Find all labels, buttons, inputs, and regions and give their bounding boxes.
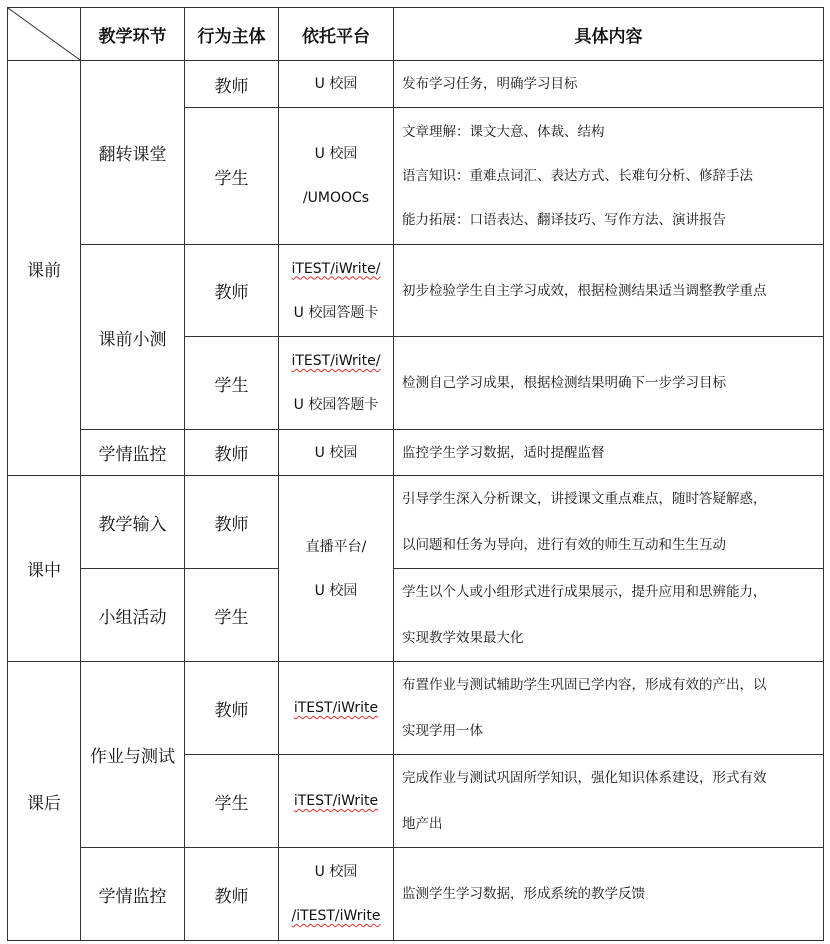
header-actor: 行为主体 <box>185 8 279 61</box>
header-link: 教学环节 <box>81 8 185 61</box>
platform-cell <box>279 245 394 337</box>
content-cell <box>394 569 824 662</box>
stage-during: 课中 <box>8 476 81 662</box>
content-text: 布置作业与测试辅助学生巩固已学内容，形成有效的产出，以 <box>402 677 767 693</box>
content-text: 完成作业与测试巩固所学知识，强化知识体系建设，形式有效 <box>402 770 767 786</box>
platform-cell <box>279 337 394 430</box>
platform-text: U 校园答题卡 <box>293 397 379 413</box>
platform-text: U 校园 <box>314 582 358 599</box>
content-cell <box>394 755 824 848</box>
table-row <box>8 61 824 108</box>
table-row <box>8 430 824 476</box>
platform-text: U 校园 <box>314 444 358 461</box>
platform-text: U 校园 <box>314 146 358 162</box>
content-text: 监测学生学习数据，形成系统的教学反馈 <box>402 886 645 902</box>
link-monitor: 学情监控 <box>81 430 185 476</box>
content-cell <box>394 337 824 430</box>
header-platform: 依托平台 <box>279 8 394 61</box>
link-homework: 作业与测试 <box>81 662 185 848</box>
content-cell <box>394 245 824 337</box>
content-cell <box>394 108 824 245</box>
actor-cell: 学生 <box>185 108 279 245</box>
content-cell <box>394 848 824 941</box>
platform-text: 直播平台/ <box>305 538 367 555</box>
content-text: 实现教学效果最大化 <box>402 630 524 646</box>
platform-cell <box>279 108 394 245</box>
content-text: 发布学习任务，明确学习目标 <box>402 76 578 92</box>
table-row <box>8 476 824 569</box>
content-text: 实现学用一体 <box>402 723 483 739</box>
link-group: 小组活动 <box>81 569 185 662</box>
diagonal-header-cell <box>8 8 81 61</box>
content-text: 语言知识：重难点词汇、表达方式、长难句分析、修辞手法 <box>402 168 753 184</box>
platform-cell <box>279 848 394 941</box>
platform-text: /UMOOCs <box>302 190 370 206</box>
table-row <box>8 569 824 662</box>
actor-cell: 教师 <box>185 476 279 569</box>
platform-text: iTEST/iWrite/ <box>291 260 381 277</box>
link-input: 教学输入 <box>81 476 185 569</box>
content-text: 引导学生深入分析课文，讲授课文重点难点，随时答疑解惑， <box>402 491 767 507</box>
platform-text: U 校园 <box>314 864 358 880</box>
actor-cell: 教师 <box>185 61 279 108</box>
platform-text: iTEST/iWrite <box>293 793 379 809</box>
stage-after: 课后 <box>8 662 81 941</box>
actor-cell: 教师 <box>185 430 279 476</box>
header-content: 具体内容 <box>394 8 824 61</box>
content-text: 检测自己学习成果，根据检测结果明确下一步学习目标 <box>402 375 726 391</box>
platform-text: /iTEST/iWrite <box>291 908 381 924</box>
actor-cell: 教师 <box>185 662 279 755</box>
content-text: 监控学生学习数据，适时提醒监督 <box>402 444 605 461</box>
content-text: 以问题和任务为导向，进行有效的师生互动和生生互动 <box>402 537 726 553</box>
platform-text: U 校园 <box>314 76 358 92</box>
link-monitor: 学情监控 <box>81 848 185 941</box>
content-text: 能力拓展：口语表达、翻译技巧、写作方法、演讲报告 <box>402 212 726 228</box>
stage-before: 课前 <box>8 61 81 476</box>
content-text: 文章理解：课文大意、体裁、结构 <box>402 124 605 140</box>
link-flipped: 翻转课堂 <box>81 61 185 245</box>
actor-cell: 学生 <box>185 569 279 662</box>
platform-cell <box>279 476 394 662</box>
link-pretest: 课前小测 <box>81 245 185 430</box>
table-row <box>8 245 824 337</box>
table-row <box>8 662 824 755</box>
platform-cell <box>279 430 394 476</box>
platform-cell <box>279 61 394 108</box>
platform-cell <box>279 662 394 755</box>
actor-cell: 教师 <box>185 848 279 941</box>
diagonal-line <box>8 8 80 60</box>
actor-cell: 学生 <box>185 337 279 430</box>
platform-text: iTEST/iWrite <box>293 700 379 716</box>
content-text: 学生以个人或小组形式进行成果展示，提升应用和思辨能力， <box>402 584 767 600</box>
content-text: 地产出 <box>402 816 443 832</box>
content-cell <box>394 662 824 755</box>
teaching-process-table <box>7 7 824 941</box>
content-cell <box>394 61 824 108</box>
header-row <box>8 8 824 61</box>
content-text: 初步检验学生自主学习成效，根据检测结果适当调整教学重点 <box>402 282 767 299</box>
actor-cell: 学生 <box>185 755 279 848</box>
actor-cell: 教师 <box>185 245 279 337</box>
content-cell <box>394 430 824 476</box>
platform-text: U 校园答题卡 <box>293 304 379 321</box>
platform-cell <box>279 755 394 848</box>
table-row <box>8 848 824 941</box>
content-cell <box>394 476 824 569</box>
platform-text: iTEST/iWrite/ <box>291 353 381 369</box>
